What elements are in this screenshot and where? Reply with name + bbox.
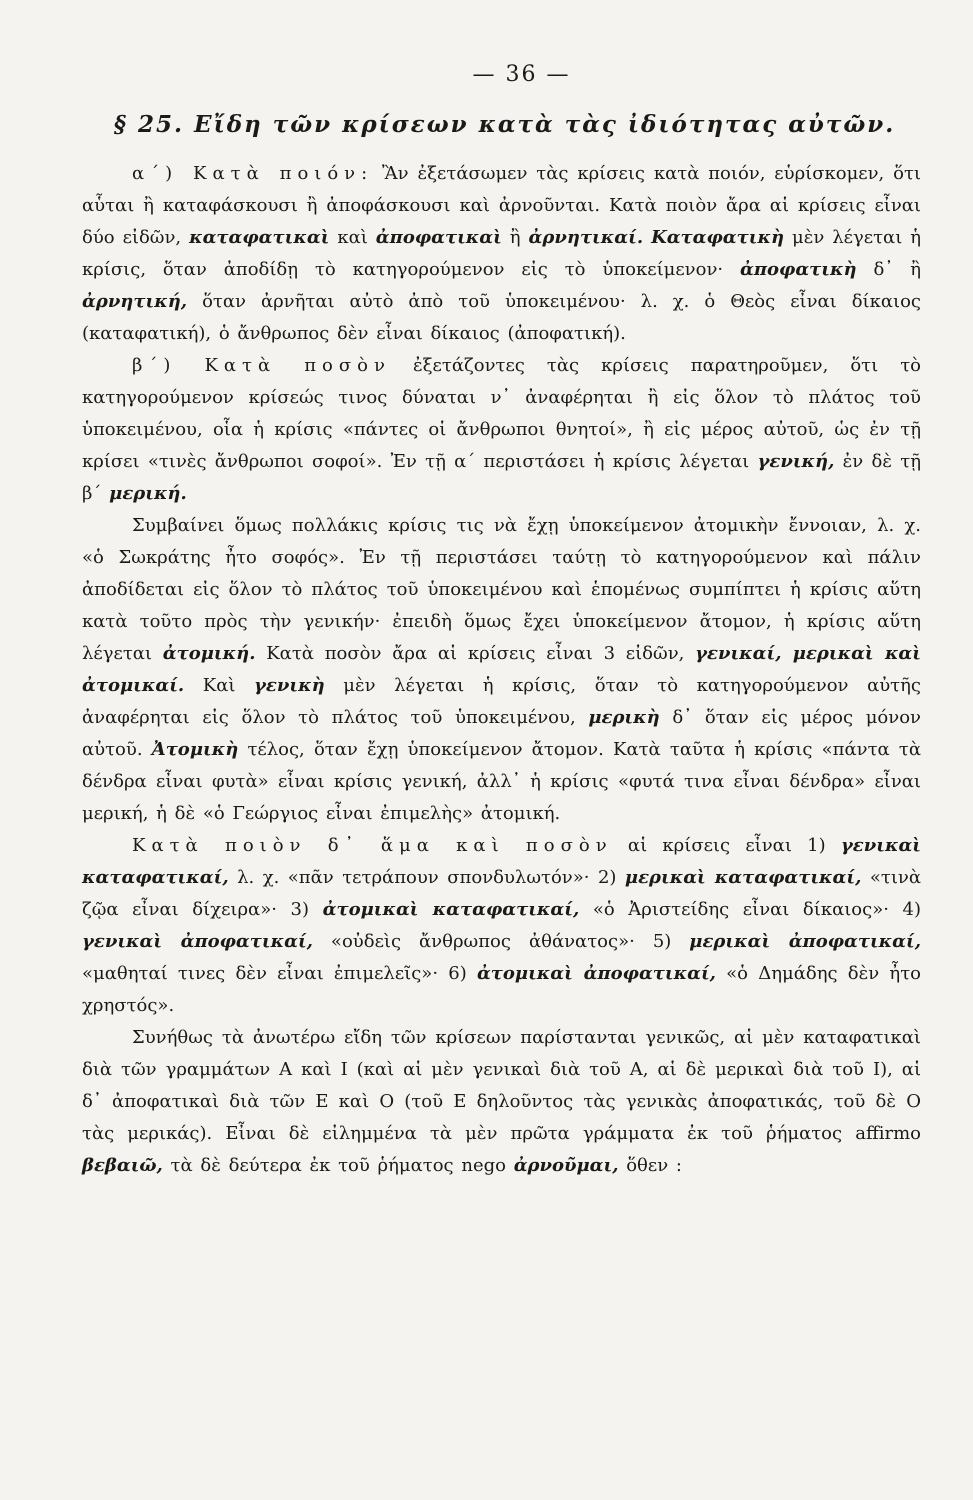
text: τὰ δὲ δεύτερα ἐκ τοῦ ῥήματος nego <box>162 1155 514 1176</box>
term: γενική, <box>757 451 835 472</box>
text: ἐξετάζοντες τὰς κρίσεις παρατηροῦμεν, ὅτι τὸ κατηγορούμενον κρίσεώς τινος δύναται ν᾽ ἀναφέρηται ἢ εἰς ὅλον τὸ πλάτος τοῦ ὑποκειμένου, οἷα ἡ κρίσις «πάντες οἱ ἄνθρωποι θνητοί», ἢ εἰς μέρος αὐτοῦ, ὡς ἐν τῇ κρίσει «τινὲς ἄνθρωποι σοφοί». Ἐν τῇ α΄ περιστάσει ἡ κρίσις λέγεται <box>82 355 921 472</box>
term: ἀρνοῦμαι, <box>513 1155 619 1176</box>
term: γενικαὶ καταφατικαί, <box>82 835 921 888</box>
text: μὲν λέγεται ἡ κρίσις, ὅταν τὸ κατηγορούμενον αὐτῆς ἀναφέρηται εἰς ὅλον τὸ πλάτος τοῦ ὑποκειμένου, <box>82 675 921 728</box>
term: ἀτομικαὶ καταφατικαί, <box>322 899 580 920</box>
term: μερικαὶ ἀποφατικαί, <box>689 931 921 952</box>
text: ἐν δὲ τῇ β΄ <box>82 451 921 504</box>
paragraph-quality <box>82 158 921 350</box>
term: ἀρνητικαί. <box>528 227 644 248</box>
text: Ἂν ἐξετάσωμεν τὰς κρίσεις κατὰ ποιόν, εὑρίσκομεν, ὅτι αὗται ἢ καταφάσκουσι ἢ ἀποφάσκουσι καὶ ἀρνοῦνται. Κατὰ ποιὸν ἄρα αἱ κρίσεις εἶναι δύο εἰδῶν, <box>82 163 921 248</box>
text <box>643 227 651 248</box>
term: μερική. <box>109 483 187 504</box>
text: λ. χ. «πᾶν τετράπουν σπονδυλωτόν»· 2) <box>228 867 625 888</box>
label-combined: Κατὰ ποιὸν δ᾽ ἅμα καὶ ποσὸν <box>132 835 613 856</box>
label-quantity: β΄) Κατὰ ποσὸν <box>132 355 391 376</box>
term: ἀποφατικὴ <box>740 259 857 280</box>
term: γενικαὶ ἀποφατικαί, <box>82 931 313 952</box>
term: γενικαί, μερικαὶ καὶ ἀτομικαί. <box>82 643 921 696</box>
text: μὲν λέγεται ἡ κρίσις, ὅταν ἀποδίδῃ τὸ κατηγορούμενον εἰς τὸ ὑποκείμενον· <box>82 227 921 280</box>
text: «ὁ Ἀριστείδης εἶναι δίκαιος»· 4) <box>579 899 921 920</box>
term: βεβαιῶ, <box>82 1155 163 1176</box>
text: αἱ κρίσεις εἶναι 1) <box>612 835 841 856</box>
text: «οὐδεὶς ἄνθρωπος ἀθάνατος»· 5) <box>312 931 690 952</box>
text: «τινὰ ζῷα εἶναι δίχειρα»· 3) <box>82 867 921 920</box>
text: «ὁ Δημάδης δὲν ἦτο χρηστός». <box>82 963 922 1016</box>
text: ἢ <box>501 227 529 248</box>
text: Καὶ <box>184 675 255 696</box>
term: ἀτομική. <box>162 643 256 664</box>
text: δ᾽ ἢ <box>856 259 921 280</box>
text: Συμβαίνει ὅμως πολλάκις κρίσις τις νὰ ἔχῃ ὑποκείμενον ἀτομικὴν ἔννοιαν, λ. χ. «ὁ Σωκράτης ἦτο σοφός». Ἐν τῇ περιστάσει ταύτῃ τὸ κατηγορούμενον καὶ πάλιν ἀποδίδεται εἰς ὅλον τὸ πλάτος τοῦ ὑποκειμένου καὶ ἑπομένως συμπίπτει ἡ κρίσις αὕτη κατὰ τοῦτο πρὸς τὴν γενικήν· ἐπειδὴ ὅμως ἔχει ὑποκείμενον ἄτομον, ἡ κρίσις αὕτη λέγεται <box>82 515 921 664</box>
term: καταφατικαὶ <box>189 227 330 248</box>
label-quality: α΄) Κατὰ ποιόν: <box>132 163 374 184</box>
text: Κατὰ ποσὸν ἄρα αἱ κρίσεις εἶναι 3 εἰδῶν, <box>255 643 696 664</box>
paragraph-quantity <box>82 350 921 510</box>
paragraph-letters <box>82 1022 921 1182</box>
text: ὅθεν : <box>618 1155 682 1176</box>
text: «μαθηταί τινες δὲν εἶναι ἐπιμελεῖς»· 6) <box>82 963 477 984</box>
term: μερικὴ <box>588 707 660 728</box>
text: δ᾽ ὅταν εἰς μέρος μόνον αὐτοῦ. <box>82 707 921 760</box>
paragraph-individual <box>82 510 921 830</box>
term: ἀτομικαὶ ἀποφατικαί, <box>476 963 716 984</box>
term: Καταφατικὴ <box>651 227 785 248</box>
text: Συνήθως τὰ ἀνωτέρω εἴδη τῶν κρίσεων παρίστανται γενικῶς, αἱ μὲν καταφατικαὶ διὰ τῶν γραμμάτων Α καὶ Ι (καὶ αἱ μὲν γενικαὶ διὰ τοῦ Α, αἱ δὲ μερικαὶ διὰ τοῦ Ι), αἱ δ᾽ ἀποφατικαὶ διὰ τῶν Ε καὶ Ο (τοῦ Ε δηλοῦντος τὰς γενικὰς ἀποφατικάς, τοῦ δὲ Ο τὰς μερικάς). Εἶναι δὲ εἰλημμένα τὰ μὲν πρῶτα γράμματα ἐκ τοῦ ῥήματος affirmo <box>82 1027 921 1144</box>
paragraph-combined <box>82 830 921 1022</box>
page-number: — 36 — <box>472 62 571 87</box>
term: Ἀτομικὴ <box>151 739 239 760</box>
term: ἀποφατικαὶ <box>375 227 502 248</box>
section-heading: § 25. Εἴδη τῶν κρίσεων κατὰ τὰς ἰδιότητας αὐτῶν. <box>114 111 896 138</box>
term: ἀρνητική, <box>82 291 188 312</box>
text: τέλος, ὅταν ἔχῃ ὑποκείμενον ἄτομον. Κατὰ ταῦτα ἡ κρίσις «πάντα τὰ δένδρα εἶναι φυτὰ» εἶναι κρίσις γενική, ἀλλ᾽ ἡ κρίσις «φυτά τινα εἶναι δένδρα» εἶναι μερική, ἡ δὲ «ὁ Γεώργιος εἶναι ἐπιμελὴς» ἀτομική. <box>82 739 921 824</box>
text: ὅταν ἀρνῆται αὐτὸ ἀπὸ τοῦ ὑποκειμένου· λ. χ. ὁ Θεὸς εἶναι δίκαιος (καταφατική), ὁ ἄνθρωπος δὲν εἶναι δίκαιος (ἀποφατική). <box>82 291 921 344</box>
term: μερικαὶ καταφατικαί, <box>624 867 862 888</box>
text: καὶ <box>329 227 376 248</box>
term: γενικὴ <box>254 675 325 696</box>
